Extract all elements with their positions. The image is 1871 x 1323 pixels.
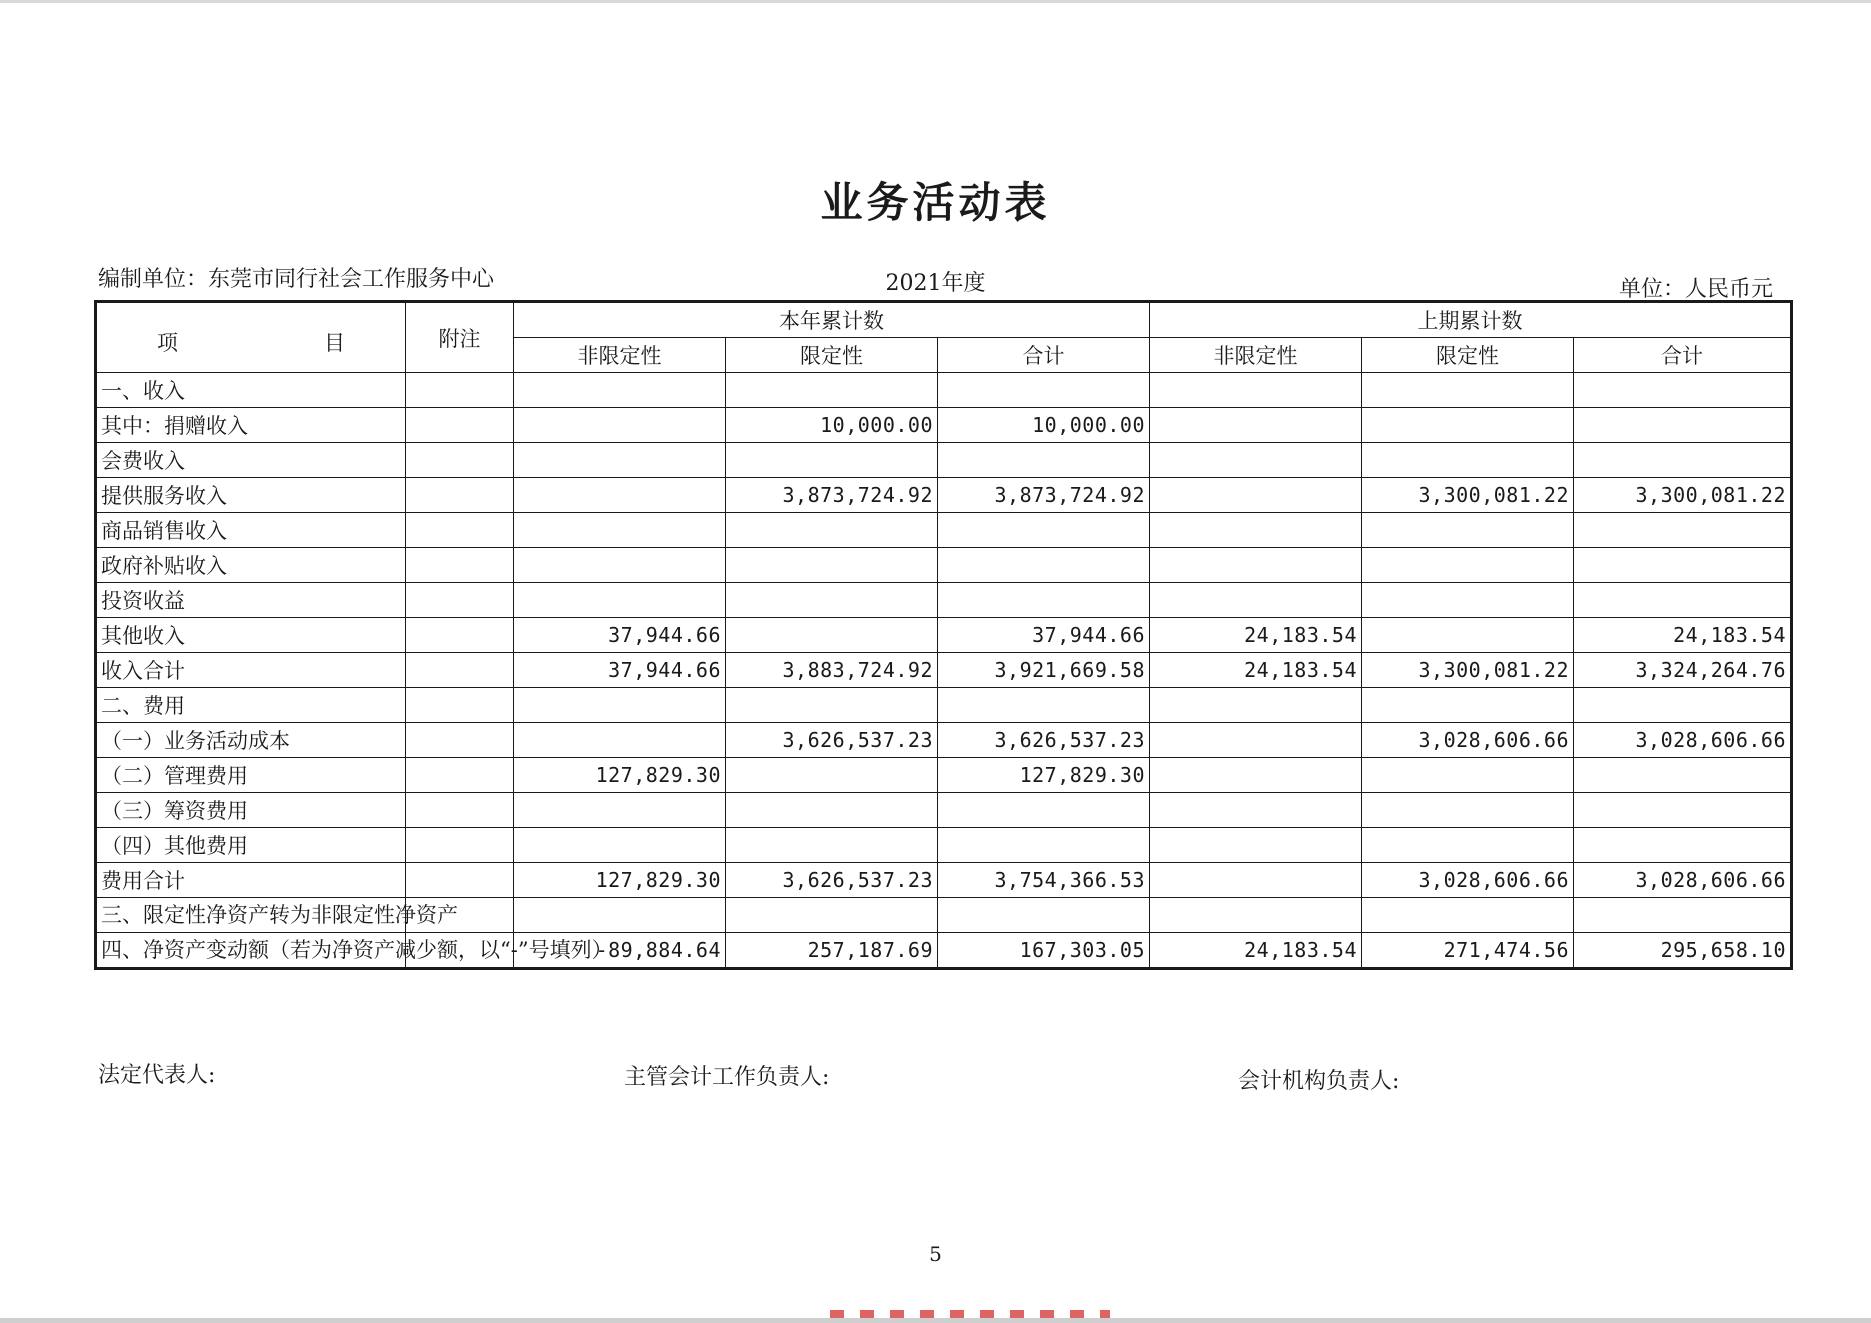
accounting-head-signature: 主管会计工作负责人: xyxy=(624,1065,830,1090)
row-label: 其中：捐赠收入 xyxy=(96,408,406,443)
amount-cell xyxy=(1362,373,1574,408)
amount-cell: 127,829.30 xyxy=(514,863,726,898)
header-note: 附注 xyxy=(406,302,514,373)
amount-cell xyxy=(514,723,726,758)
amount-cell xyxy=(1574,373,1792,408)
row-note-cell xyxy=(406,513,514,548)
row-label: 政府补贴收入 xyxy=(96,548,406,583)
amount-cell xyxy=(1574,688,1792,723)
row-label: 二、费用 xyxy=(96,688,406,723)
amount-cell xyxy=(1150,443,1362,478)
amount-cell xyxy=(514,583,726,618)
amount-cell xyxy=(726,513,938,548)
red-seal-edge xyxy=(830,1310,1110,1318)
table-row xyxy=(96,513,1792,548)
page-number: 5 xyxy=(929,1242,942,1266)
row-label: 其他收入 xyxy=(96,618,406,653)
amount-cell xyxy=(938,443,1150,478)
activity-statement-table xyxy=(94,300,1793,970)
amount-cell xyxy=(1362,548,1574,583)
amount-cell xyxy=(514,688,726,723)
header-row-1 xyxy=(96,302,1792,338)
amount-cell xyxy=(514,478,726,513)
amount-cell xyxy=(514,408,726,443)
table-row xyxy=(96,478,1792,513)
amount-cell xyxy=(938,513,1150,548)
reporting-period: 2021年度 xyxy=(885,271,986,296)
legal-representative-signature: 法定代表人: xyxy=(98,1063,216,1088)
amount-cell xyxy=(938,373,1150,408)
amount-cell xyxy=(514,373,726,408)
row-label: 投资收益 xyxy=(96,583,406,618)
amount-cell xyxy=(1574,548,1792,583)
row-note-cell xyxy=(406,478,514,513)
row-label: 一、收入 xyxy=(96,373,406,408)
amount-cell xyxy=(726,898,938,933)
amount-cell xyxy=(1362,793,1574,828)
row-note-cell xyxy=(406,688,514,723)
amount-cell xyxy=(726,443,938,478)
amount-cell xyxy=(1574,793,1792,828)
row-note-cell xyxy=(406,758,514,793)
amount-cell xyxy=(726,583,938,618)
amount-cell: 37,944.66 xyxy=(514,653,726,688)
row-note-cell xyxy=(406,828,514,863)
amount-cell xyxy=(514,793,726,828)
amount-cell: 3,028,606.66 xyxy=(1362,723,1574,758)
amount-cell xyxy=(938,548,1150,583)
amount-cell xyxy=(1362,828,1574,863)
header-current-total: 合计 xyxy=(938,338,1150,373)
row-note-cell xyxy=(406,373,514,408)
scan-top-edge xyxy=(0,0,1871,3)
amount-cell xyxy=(514,513,726,548)
amount-cell xyxy=(938,793,1150,828)
amount-cell: 37,944.66 xyxy=(938,618,1150,653)
amount-cell: 3,028,606.66 xyxy=(1574,863,1792,898)
table-row xyxy=(96,933,1792,969)
row-label: （二）管理费用 xyxy=(96,758,406,793)
row-note-cell xyxy=(406,618,514,653)
row-note-cell xyxy=(406,653,514,688)
amount-cell xyxy=(1150,723,1362,758)
row-label: 费用合计 xyxy=(96,863,406,898)
table-row xyxy=(96,618,1792,653)
amount-cell xyxy=(1362,443,1574,478)
row-label: 三、限定性净资产转为非限定性净资产 xyxy=(96,898,406,933)
amount-cell: 24,183.54 xyxy=(1150,618,1362,653)
table-row xyxy=(96,793,1792,828)
amount-cell: 3,626,537.23 xyxy=(726,723,938,758)
amount-cell: 3,324,264.76 xyxy=(1574,653,1792,688)
header-current-unrestricted: 非限定性 xyxy=(514,338,726,373)
amount-cell: 3,028,606.66 xyxy=(1362,863,1574,898)
row-label: 商品销售收入 xyxy=(96,513,406,548)
table-row xyxy=(96,758,1792,793)
table-row xyxy=(96,373,1792,408)
amount-cell xyxy=(1574,898,1792,933)
table-row xyxy=(96,723,1792,758)
table-row xyxy=(96,653,1792,688)
amount-cell xyxy=(726,828,938,863)
amount-cell xyxy=(938,828,1150,863)
row-note-cell xyxy=(406,583,514,618)
amount-cell: 295,658.10 xyxy=(1574,933,1792,969)
row-note-cell xyxy=(406,408,514,443)
table-row xyxy=(96,408,1792,443)
amount-cell xyxy=(514,828,726,863)
amount-cell xyxy=(938,583,1150,618)
amount-cell xyxy=(726,758,938,793)
amount-cell: 3,873,724.92 xyxy=(938,478,1150,513)
row-note-cell xyxy=(406,863,514,898)
amount-cell: 3,028,606.66 xyxy=(1574,723,1792,758)
header-current-restricted: 限定性 xyxy=(726,338,938,373)
amount-cell xyxy=(1574,408,1792,443)
accounting-dept-signature: 会计机构负责人: xyxy=(1238,1069,1400,1094)
amount-cell: 167,303.05 xyxy=(938,933,1150,969)
row-label: （三）筹资费用 xyxy=(96,793,406,828)
amount-cell: 127,829.30 xyxy=(938,758,1150,793)
amount-cell xyxy=(514,548,726,583)
scan-bottom-edge xyxy=(0,1318,1871,1323)
amount-cell xyxy=(1574,583,1792,618)
amount-cell xyxy=(1574,758,1792,793)
table-row xyxy=(96,898,1792,933)
header-prior-restricted: 限定性 xyxy=(1362,338,1574,373)
header-current-year: 本年累计数 xyxy=(514,302,1150,338)
table-row xyxy=(96,443,1792,478)
row-note-cell xyxy=(406,443,514,478)
statement-body xyxy=(96,373,1792,969)
amount-cell: 257,187.69 xyxy=(726,933,938,969)
row-label: 四、净资产变动额（若为净资产减少额，以“-”号填列） xyxy=(96,933,406,969)
amount-cell: 127,829.30 xyxy=(514,758,726,793)
amount-cell xyxy=(938,688,1150,723)
table-row xyxy=(96,688,1792,723)
amount-cell xyxy=(1150,863,1362,898)
amount-cell: 3,300,081.22 xyxy=(1362,478,1574,513)
table-row xyxy=(96,548,1792,583)
amount-cell xyxy=(1574,513,1792,548)
amount-cell xyxy=(1150,408,1362,443)
amount-cell: 24,183.54 xyxy=(1150,933,1362,969)
amount-cell xyxy=(1574,828,1792,863)
amount-cell xyxy=(1150,478,1362,513)
amount-cell: 37,944.66 xyxy=(514,618,726,653)
currency-unit: 单位：人民币元 xyxy=(1618,277,1773,302)
amount-cell xyxy=(514,898,726,933)
amount-cell: 3,873,724.92 xyxy=(726,478,938,513)
amount-cell xyxy=(726,618,938,653)
amount-cell xyxy=(1150,583,1362,618)
amount-cell xyxy=(1150,793,1362,828)
amount-cell xyxy=(938,898,1150,933)
amount-cell xyxy=(726,548,938,583)
amount-cell xyxy=(514,443,726,478)
row-note-cell xyxy=(406,723,514,758)
amount-cell xyxy=(1362,758,1574,793)
amount-cell xyxy=(1150,828,1362,863)
row-label: 会费收入 xyxy=(96,443,406,478)
amount-cell: 3,921,669.58 xyxy=(938,653,1150,688)
amount-cell xyxy=(1362,618,1574,653)
amount-cell xyxy=(1362,513,1574,548)
amount-cell xyxy=(1150,758,1362,793)
amount-cell: 24,183.54 xyxy=(1574,618,1792,653)
amount-cell: 3,626,537.23 xyxy=(726,863,938,898)
header-item-char-1: 项 xyxy=(157,331,178,355)
amount-cell: 3,754,366.53 xyxy=(938,863,1150,898)
amount-cell: 24,183.54 xyxy=(1150,653,1362,688)
amount-cell: -89,884.64 xyxy=(514,933,726,969)
amount-cell xyxy=(1362,688,1574,723)
preparing-unit: 编制单位：东莞市同行社会工作服务中心 xyxy=(98,267,495,292)
amount-cell: 3,883,724.92 xyxy=(726,653,938,688)
amount-cell: 3,300,081.22 xyxy=(1362,653,1574,688)
row-note-cell xyxy=(406,793,514,828)
amount-cell xyxy=(1574,443,1792,478)
table-row xyxy=(96,583,1792,618)
header-prior-total: 合计 xyxy=(1574,338,1792,373)
amount-cell: 271,474.56 xyxy=(1362,933,1574,969)
amount-cell xyxy=(1362,408,1574,443)
document-title: 业务活动表 xyxy=(820,178,1051,227)
amount-cell xyxy=(1150,898,1362,933)
amount-cell: 3,626,537.23 xyxy=(938,723,1150,758)
table-row xyxy=(96,828,1792,863)
row-note-cell xyxy=(406,548,514,583)
amount-cell: 3,300,081.22 xyxy=(1574,478,1792,513)
header-item-char-2: 目 xyxy=(324,331,345,355)
amount-cell xyxy=(1362,583,1574,618)
amount-cell xyxy=(726,793,938,828)
row-label: （四）其他费用 xyxy=(96,828,406,863)
row-label: （一）业务活动成本 xyxy=(96,723,406,758)
amount-cell xyxy=(1150,688,1362,723)
header-item xyxy=(96,302,406,373)
amount-cell xyxy=(726,373,938,408)
amount-cell xyxy=(726,688,938,723)
header-prior-unrestricted: 非限定性 xyxy=(1150,338,1362,373)
amount-cell: 10,000.00 xyxy=(938,408,1150,443)
amount-cell xyxy=(1150,513,1362,548)
amount-cell: 10,000.00 xyxy=(726,408,938,443)
amount-cell xyxy=(1362,898,1574,933)
amount-cell xyxy=(1150,373,1362,408)
row-label: 收入合计 xyxy=(96,653,406,688)
header-prior-period: 上期累计数 xyxy=(1150,302,1792,338)
table-row xyxy=(96,863,1792,898)
row-label: 提供服务收入 xyxy=(96,478,406,513)
amount-cell xyxy=(1150,548,1362,583)
